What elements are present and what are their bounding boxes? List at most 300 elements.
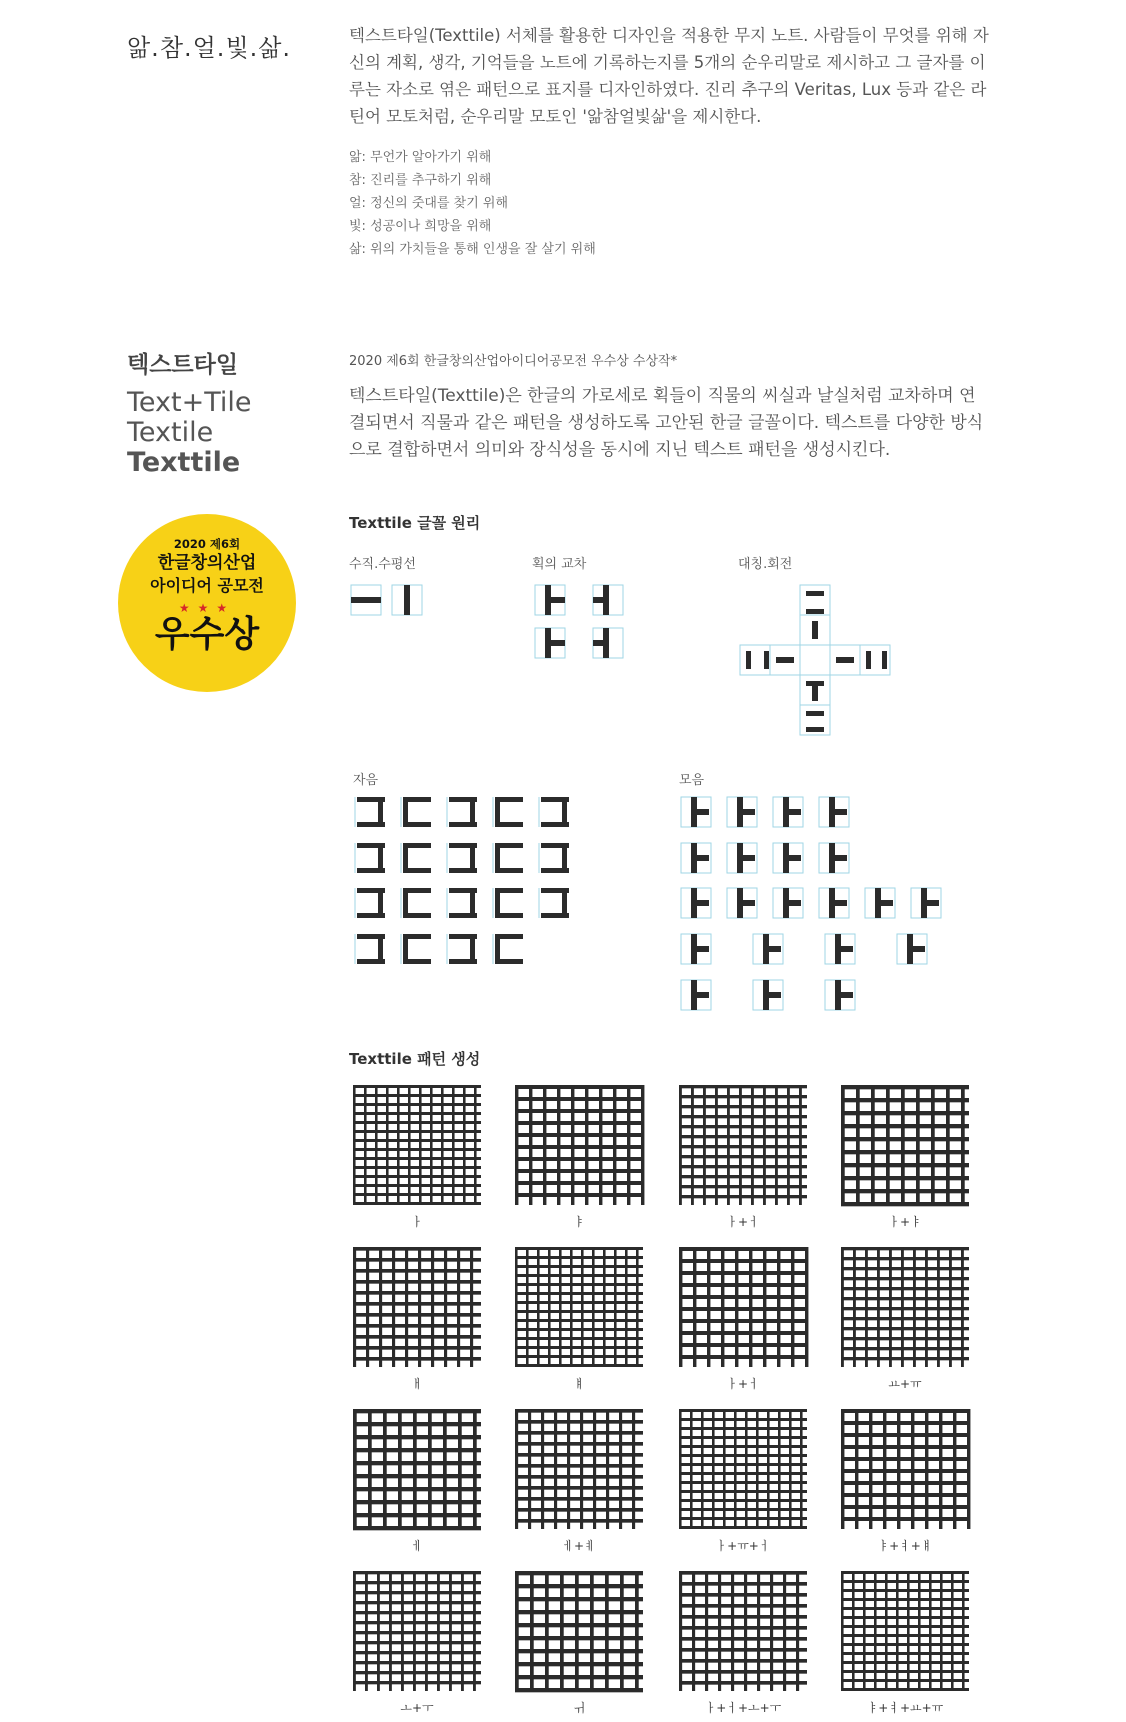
pattern-warp [365, 1571, 368, 1691]
pattern-warp [526, 1247, 529, 1367]
pattern-weft [841, 1670, 969, 1673]
glyph-stroke [593, 597, 607, 603]
pattern-weft [679, 1436, 807, 1439]
pattern-weft [679, 1307, 807, 1311]
pattern-weft [353, 1139, 481, 1142]
glyph-stroke [783, 888, 789, 918]
pattern-weft [353, 1448, 481, 1452]
pattern-weft [841, 1176, 969, 1180]
pattern-warp [425, 1571, 428, 1691]
font-description: 텍스트타일(Texttile)은 한글의 가로세로 획들이 직물의 씨실과 날실처럼 교차하며 연결되면서 직물과 같은 패턴을 생성하도록 고안된 한글 글꼴이다. 텍스트를 다양한 방식으로 결합하면서 의미와 장식성을 동시에 지닌 텍스트 패턴을 생성시킨다. [349, 386, 984, 460]
pattern-weft [353, 1280, 481, 1284]
glyph-stroke [495, 934, 500, 964]
pattern-weft [353, 1103, 481, 1106]
glyph-stroke [403, 843, 408, 873]
pattern-weft [515, 1346, 643, 1349]
glyph-stroke [562, 888, 567, 918]
pattern-warp [841, 1247, 844, 1367]
pattern-weft [353, 1526, 481, 1530]
pattern-weft [679, 1409, 807, 1412]
pattern-warp [353, 1247, 356, 1367]
pattern-weft [679, 1626, 807, 1630]
glyph-stroke [835, 980, 841, 1010]
pattern-weft [515, 1328, 643, 1331]
pattern-warp [869, 1409, 872, 1529]
pattern-weft [679, 1481, 807, 1484]
pattern-caption: ㅏ+ㅓ+ㅗ+ㅜ [704, 1701, 782, 1715]
pattern-weft [841, 1469, 969, 1473]
glyph-stroke [551, 597, 565, 603]
vowels-label: 모음 [679, 773, 705, 788]
pattern-weft [841, 1150, 969, 1154]
pattern-warp [392, 1247, 395, 1367]
font-name: Texttile [127, 447, 241, 478]
font-name: Text+Tile [127, 387, 252, 418]
definition-item: 앎: 무언가 알아가기 위해 [349, 150, 492, 165]
pattern-weft [353, 1461, 481, 1465]
pattern-warp [559, 1247, 562, 1367]
pattern-weft [841, 1634, 969, 1637]
pattern-weft [679, 1615, 807, 1619]
pattern-weft [353, 1148, 481, 1151]
pattern-weft [679, 1499, 807, 1502]
glyph-stroke [403, 888, 408, 918]
pattern-weft [353, 1487, 481, 1491]
pattern-swatch [353, 1085, 481, 1205]
pattern-warp [571, 1085, 574, 1205]
glyph-stroke [907, 934, 913, 964]
pattern-warp [925, 1247, 928, 1367]
pattern-warp [751, 1085, 754, 1205]
pattern-warp [444, 1247, 447, 1367]
pattern-warp [690, 1409, 693, 1529]
pattern-warp [606, 1409, 609, 1529]
pattern-weft [515, 1584, 643, 1588]
pattern-warp [703, 1085, 706, 1205]
pattern-warp [721, 1247, 724, 1367]
pattern-weft [515, 1283, 643, 1286]
pattern-weft [679, 1517, 807, 1520]
glyph-stroke [882, 651, 887, 669]
pattern-warp [939, 1409, 942, 1529]
pattern-warp [871, 1085, 875, 1205]
pattern-weft [515, 1274, 643, 1277]
pattern-weft [515, 1181, 643, 1185]
pattern-warp [418, 1247, 421, 1367]
pattern-weft [353, 1166, 481, 1169]
pattern-warp [515, 1247, 518, 1367]
pattern-warp [641, 1085, 644, 1205]
pattern-warp [889, 1247, 892, 1367]
glyph-stroke [697, 900, 709, 906]
pattern-weft [515, 1256, 643, 1259]
glyph-stroke [789, 809, 801, 815]
pattern-weft [515, 1097, 643, 1101]
pattern-warp [625, 1247, 628, 1367]
pattern-warp [430, 1085, 433, 1205]
pattern-swatch [679, 1409, 807, 1529]
glyph-stroke [806, 727, 824, 732]
pattern-swatch [841, 1409, 970, 1529]
glyph-stroke [835, 934, 841, 964]
vowel-glyphs [681, 797, 941, 1010]
pattern-warp [841, 1571, 844, 1691]
pattern-caption: ㅛ+ㅠ [888, 1377, 922, 1391]
pattern-weft [679, 1445, 807, 1448]
pattern-warp [619, 1409, 622, 1529]
pattern-weft [841, 1481, 969, 1485]
definition-item: 참: 진리를 추구하기 위해 [349, 173, 492, 188]
pattern-warp [901, 1085, 905, 1205]
glyph-stroke [763, 980, 769, 1010]
pattern-weft [841, 1688, 969, 1691]
glyph-stroke [691, 843, 697, 873]
pattern-warp [528, 1409, 531, 1529]
definition-item: 얼: 정신의 줏대를 찾기 위해 [349, 196, 509, 211]
pattern-weft [841, 1598, 969, 1601]
pattern-warp [777, 1247, 780, 1367]
glyph-stroke [764, 651, 769, 669]
pattern-warp [386, 1085, 389, 1205]
glyph-stroke [403, 934, 408, 964]
glyph-stroke [697, 992, 709, 998]
pattern-warp [541, 1409, 544, 1529]
pattern-weft [515, 1364, 643, 1367]
pattern-warp [961, 1085, 965, 1205]
glyph-stroke [691, 888, 697, 918]
pattern-weft [353, 1121, 481, 1124]
pattern-warp [901, 1247, 904, 1367]
pattern-weft [679, 1490, 807, 1493]
pattern-warp [778, 1409, 781, 1529]
pattern-warp [529, 1085, 532, 1205]
pattern-swatch [841, 1247, 969, 1367]
pattern-weft [515, 1265, 643, 1268]
pattern-weft [353, 1184, 481, 1187]
award-prize: 우수상 [154, 614, 260, 655]
pattern-warp [763, 1247, 766, 1367]
glyph-stroke [697, 946, 709, 952]
glyph-stroke [881, 900, 893, 906]
glyph-stroke [495, 797, 500, 827]
pattern-weft [679, 1259, 807, 1263]
glyph-stroke [835, 900, 847, 906]
pattern-warp [368, 1409, 372, 1529]
pattern-caption: ㅗ+ㅜ [400, 1701, 434, 1715]
pattern-warp [918, 1571, 921, 1691]
pattern-warp [885, 1571, 888, 1691]
pattern-weft [353, 1085, 481, 1088]
pattern-weft [841, 1616, 969, 1619]
pattern-warp [796, 1571, 799, 1691]
pattern-warp [405, 1247, 408, 1367]
pattern-warp [585, 1085, 588, 1205]
pattern-warp [545, 1571, 549, 1691]
pattern-warp [799, 1085, 802, 1205]
pattern-weft [679, 1295, 807, 1299]
pattern-warp [515, 1571, 519, 1691]
font-name: Textile [127, 417, 214, 448]
award-credit: 2020 제6회 한글창의산업아이디어공모전 우수상 수상작* [349, 354, 678, 369]
pattern-warp [877, 1247, 880, 1367]
pattern-warp [458, 1409, 462, 1529]
glyph-stroke [593, 640, 607, 646]
definition-item: 삶: 위의 가치들을 통해 인생을 잘 살기 위해 [349, 242, 596, 257]
pattern-warp [896, 1571, 899, 1691]
pattern-weft [353, 1291, 481, 1295]
pattern-warp [463, 1085, 466, 1205]
pattern-weft [679, 1582, 807, 1586]
pattern-warp [940, 1571, 943, 1691]
pattern-weft [353, 1500, 481, 1504]
pattern-weft [679, 1331, 807, 1335]
pattern-warp [865, 1247, 868, 1367]
glyph-stroke [776, 657, 794, 663]
pattern-warp [967, 1409, 970, 1529]
pattern-weft [353, 1302, 481, 1306]
pattern-swatch [515, 1409, 643, 1529]
pattern-weft [841, 1137, 969, 1141]
glyph-stroke [789, 900, 801, 906]
pattern-warp [679, 1085, 682, 1205]
pattern-warp [614, 1247, 617, 1367]
pattern-warp [397, 1085, 400, 1205]
pattern-warp [408, 1085, 411, 1205]
principle-label-crossing: 획의 교차 [532, 557, 587, 572]
pattern-warp [852, 1571, 855, 1691]
pattern-warp [554, 1409, 557, 1529]
pattern-weft [515, 1337, 643, 1340]
glyph-stroke [737, 888, 743, 918]
pattern-warp [962, 1571, 965, 1691]
pattern-caption: ㅏ+ㅑ [888, 1215, 922, 1229]
pattern-weft [515, 1133, 643, 1137]
pattern-weft [679, 1319, 807, 1323]
pattern-weft [679, 1454, 807, 1457]
pattern-caption: ㅑ [573, 1215, 585, 1229]
pattern-weft [515, 1623, 643, 1627]
pattern-warp [627, 1085, 630, 1205]
pattern-weft [841, 1189, 969, 1193]
pattern-weft [353, 1474, 481, 1478]
pattern-weft [679, 1283, 807, 1287]
pattern-swatch [679, 1085, 807, 1205]
pattern-weft [679, 1681, 807, 1685]
pattern-caption: ㅔ+ㅖ [562, 1539, 596, 1553]
glyph-stroke [835, 855, 847, 861]
glyph-stroke [470, 843, 475, 873]
pattern-warp [707, 1247, 710, 1367]
pattern-weft [841, 1098, 969, 1102]
pattern-warp [691, 1085, 694, 1205]
pattern-warp [364, 1085, 367, 1205]
pattern-swatch [841, 1085, 969, 1206]
glyph-stroke [403, 797, 408, 827]
pattern-weft [679, 1355, 807, 1359]
glyph-stroke [806, 609, 824, 614]
pattern-weft [515, 1636, 643, 1640]
pattern-warp [853, 1247, 856, 1367]
glyph-stroke [378, 934, 383, 964]
pattern-warp [855, 1409, 858, 1529]
pattern-weft [841, 1607, 969, 1610]
pattern-weft [515, 1675, 643, 1679]
pattern-warp [757, 1571, 760, 1691]
pattern-warp [377, 1571, 380, 1691]
pattern-weft [515, 1157, 643, 1161]
pattern-warp [437, 1571, 440, 1691]
pattern-warp [401, 1571, 404, 1691]
pattern-warp [805, 1247, 808, 1367]
note-title: 앎.참.얼.빛.삶. [127, 34, 292, 62]
pattern-warp [679, 1571, 682, 1691]
glyph-stroke [836, 657, 854, 663]
pattern-warp [375, 1085, 378, 1205]
pattern-warp [946, 1085, 950, 1205]
glyph-stroke [743, 809, 755, 815]
pattern-caption: ㅏ+ㅓ [726, 1377, 760, 1391]
pattern-warp [701, 1409, 704, 1529]
glyph-stroke [841, 992, 853, 998]
pattern-caption: ㅒ [573, 1377, 585, 1391]
pattern-warp [856, 1085, 860, 1205]
pattern-weft [515, 1420, 643, 1424]
pattern-warp [557, 1085, 560, 1205]
pattern-weft [353, 1157, 481, 1160]
pattern-warp [473, 1409, 477, 1529]
pattern-warp [841, 1409, 844, 1529]
pattern-warp [739, 1085, 742, 1205]
glyph-stroke [743, 900, 755, 906]
pattern-warp [770, 1571, 773, 1691]
pattern-weft [515, 1085, 643, 1089]
pattern-weft [515, 1464, 643, 1468]
pattern-weft [841, 1580, 969, 1583]
pattern-caption: ㅟ [573, 1701, 585, 1715]
glyph-stroke [470, 888, 475, 918]
glyph-stroke [829, 797, 835, 827]
glyph-stroke [737, 797, 743, 827]
pattern-warp [383, 1409, 387, 1529]
pattern-warp [548, 1247, 551, 1367]
consonant-glyphs [355, 797, 569, 964]
glyph-stroke [806, 591, 824, 596]
pattern-swatch [353, 1409, 481, 1530]
pattern-weft [515, 1310, 643, 1313]
glyph-stroke [545, 585, 551, 615]
pattern-warp [929, 1571, 932, 1691]
pattern-weft [353, 1422, 481, 1426]
principle-label-symmetry: 대칭.회전 [738, 557, 793, 572]
pattern-warp [789, 1409, 792, 1529]
pattern-weft [515, 1193, 643, 1197]
pattern-warp [515, 1085, 518, 1205]
pattern-weft [515, 1442, 643, 1446]
grid-cell [800, 645, 830, 675]
pattern-weft [515, 1431, 643, 1435]
award-edition: 2020 제6회 [173, 537, 241, 551]
pattern-weft [353, 1094, 481, 1097]
pattern-warp [744, 1571, 747, 1691]
pattern-weft [679, 1670, 807, 1674]
principle-glyphs [351, 585, 890, 735]
pattern-weft [841, 1202, 969, 1206]
pattern-weft [515, 1292, 643, 1295]
pattern-weft [353, 1202, 481, 1205]
pattern-weft [353, 1324, 481, 1328]
pattern-weft [353, 1435, 481, 1439]
pattern-weft [353, 1112, 481, 1115]
pattern-warp [718, 1571, 721, 1691]
pattern-warp [693, 1247, 696, 1367]
pattern-warp [911, 1409, 914, 1529]
pattern-weft [515, 1497, 643, 1501]
pattern-weft [679, 1508, 807, 1511]
pattern-warp [636, 1247, 639, 1367]
pattern-weft [515, 1610, 643, 1614]
glyph-stroke [697, 809, 709, 815]
pattern-warp [735, 1247, 738, 1367]
pattern-warp [734, 1409, 737, 1529]
pattern-weft [679, 1463, 807, 1466]
pattern-warp [389, 1571, 392, 1691]
glyph-stroke [746, 651, 751, 669]
pattern-warp [419, 1085, 422, 1205]
glyph-stroke [866, 651, 871, 669]
pattern-weft [515, 1121, 643, 1125]
glyph-stroke [769, 946, 781, 952]
pattern-warp [530, 1571, 534, 1691]
pattern-weft [515, 1597, 643, 1601]
pattern-weft [679, 1637, 807, 1641]
glyph-stroke [691, 934, 697, 964]
pattern-weft [353, 1357, 481, 1361]
pattern-warp [620, 1571, 624, 1691]
glyph-stroke [783, 797, 789, 827]
pattern-warp [353, 1409, 357, 1529]
pattern-swatch [515, 1571, 643, 1692]
glyph-stroke [841, 946, 853, 952]
glyph-stroke [789, 855, 801, 861]
pattern-warp [366, 1247, 369, 1367]
glyph-stroke [812, 621, 818, 639]
pattern-warp [603, 1247, 606, 1367]
glyph-stroke [763, 934, 769, 964]
pattern-weft [515, 1519, 643, 1523]
glyph-stroke [378, 888, 383, 918]
pattern-warp [560, 1571, 564, 1691]
pattern-weft [679, 1593, 807, 1597]
pattern-weft [841, 1571, 969, 1574]
glyph-stroke [737, 843, 743, 873]
pattern-weft [515, 1355, 643, 1358]
pattern-weft [515, 1662, 643, 1666]
pattern-swatch [353, 1571, 481, 1691]
pattern-warp [775, 1085, 778, 1205]
pattern-warp [679, 1247, 682, 1367]
pattern-warp [441, 1085, 444, 1205]
pattern-warp [937, 1247, 940, 1367]
pattern-caption: ㅏ [411, 1215, 423, 1229]
pattern-swatch [515, 1247, 643, 1367]
pattern-weft [353, 1346, 481, 1350]
pattern-warp [398, 1409, 402, 1529]
pattern-warp [474, 1085, 477, 1205]
pattern-warp [907, 1571, 910, 1691]
pattern-weft [515, 1475, 643, 1479]
pattern-weft [515, 1508, 643, 1512]
glyph-stroke [921, 888, 927, 918]
